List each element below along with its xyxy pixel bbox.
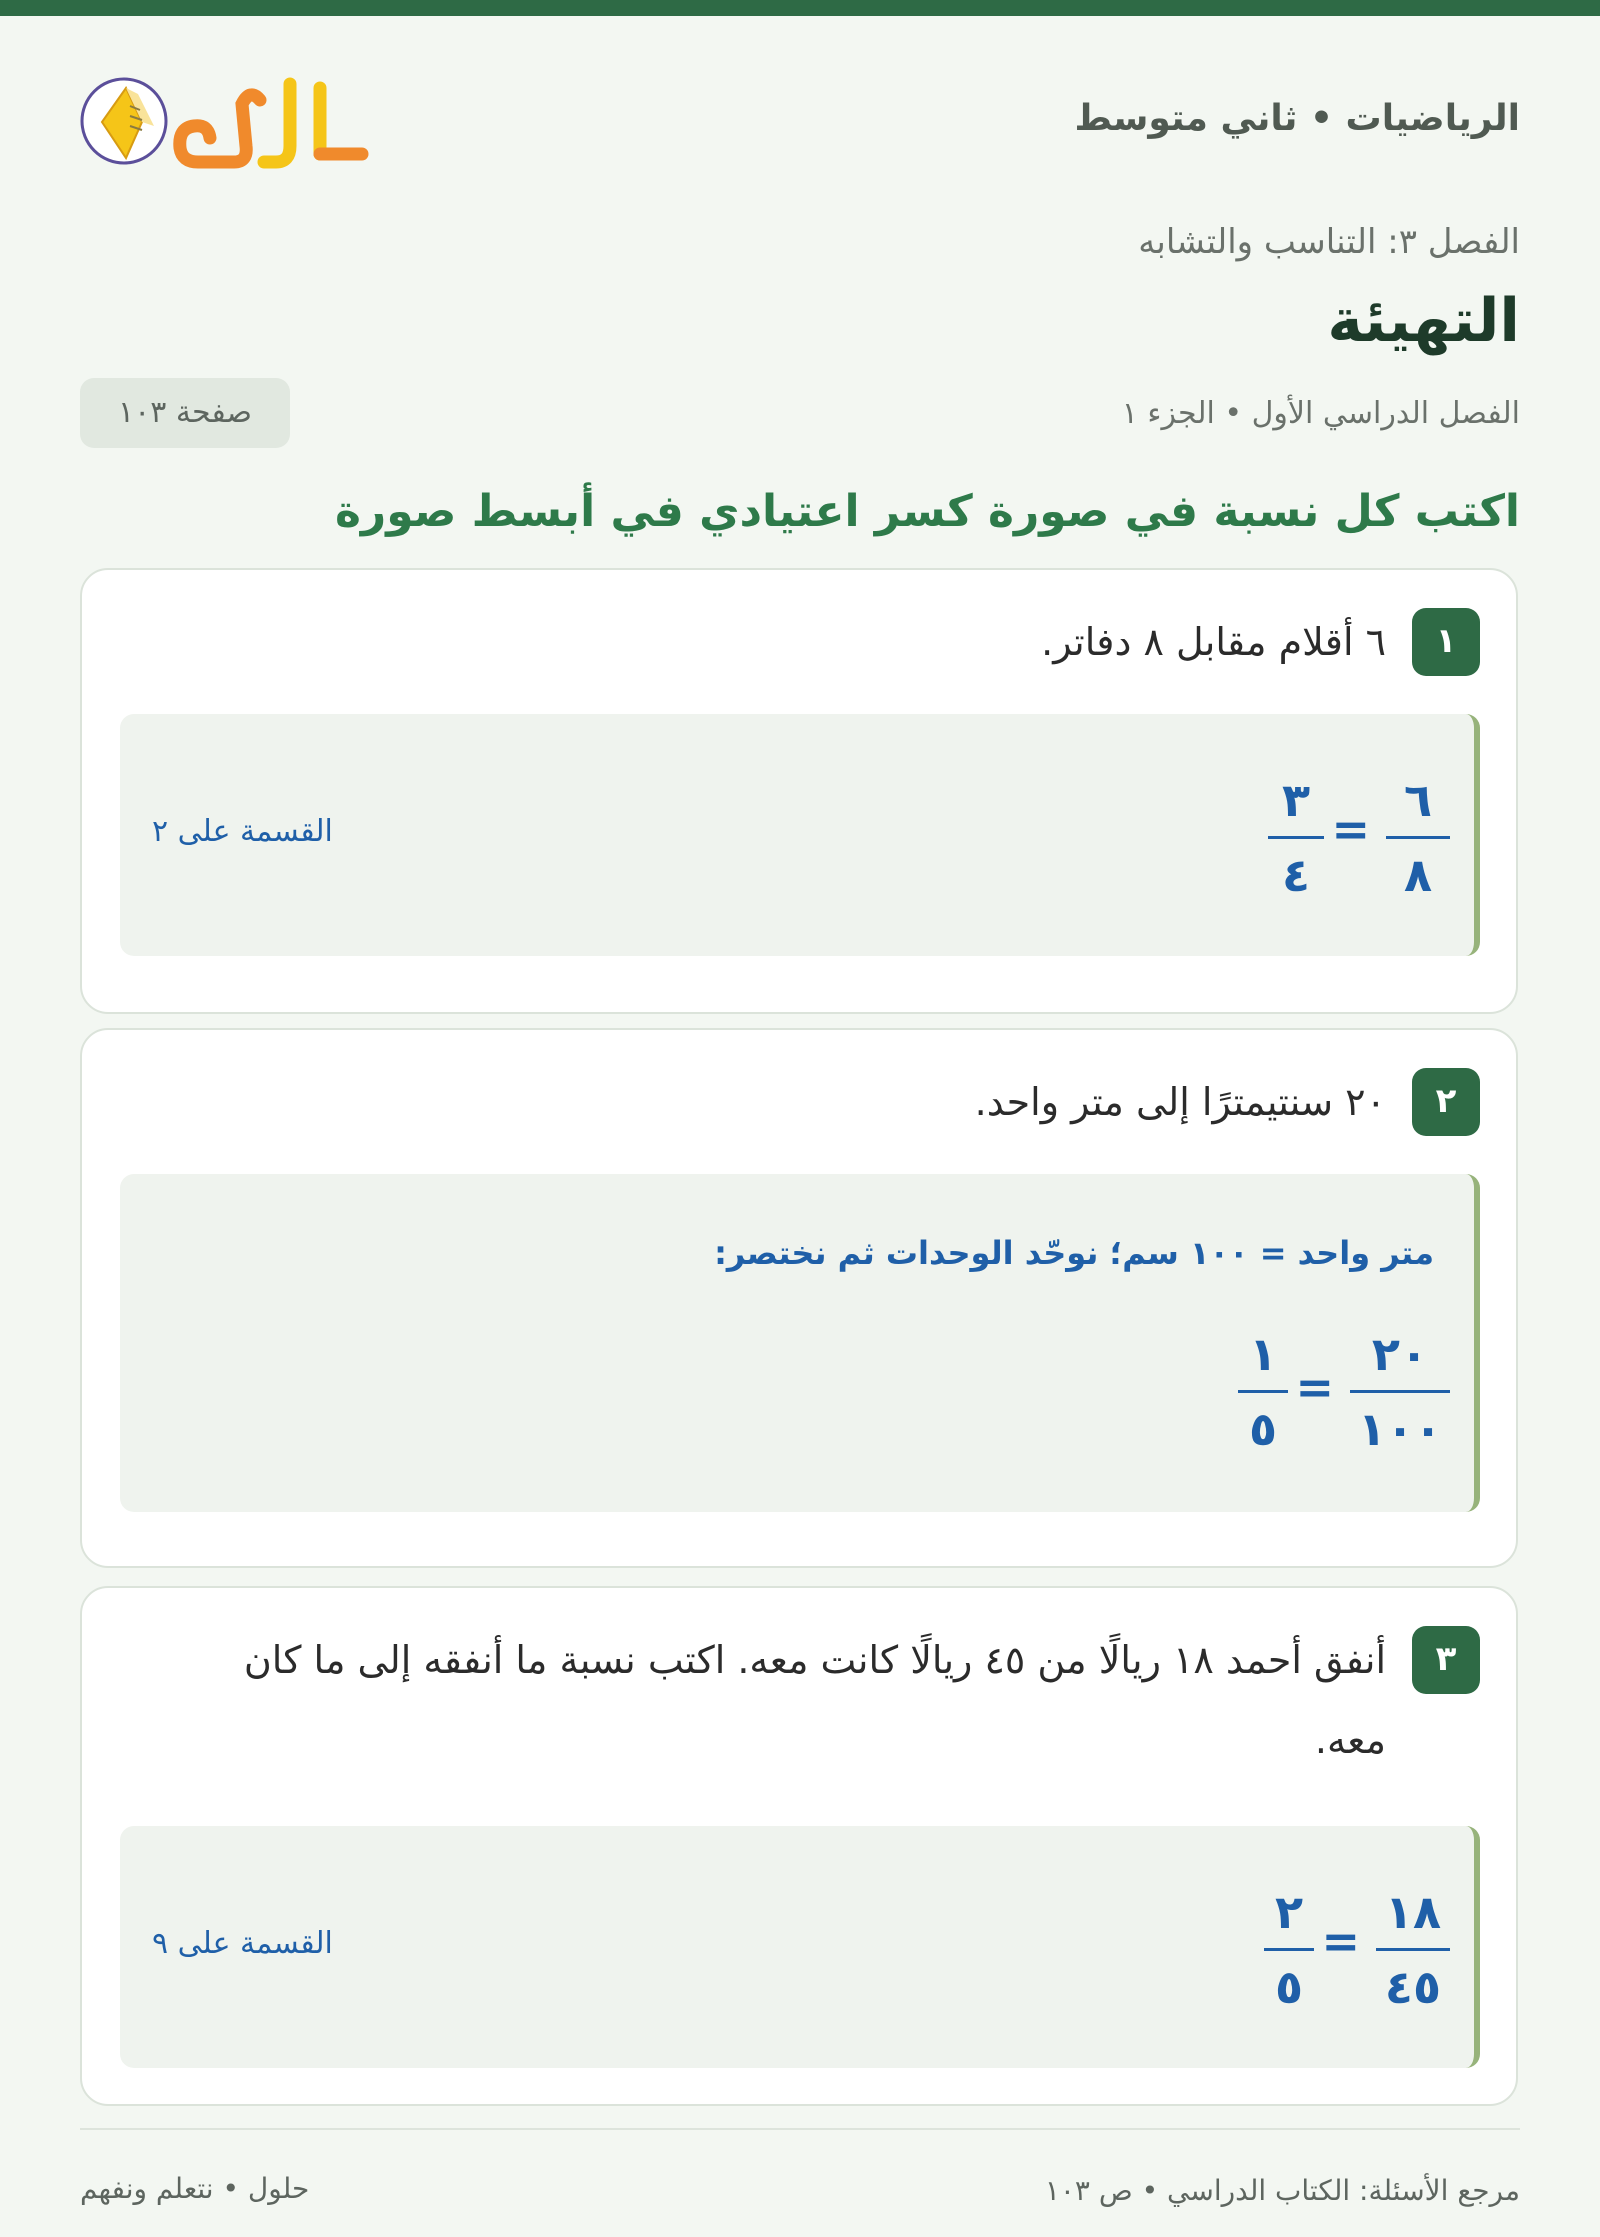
equals-sign: = — [1331, 802, 1370, 856]
question-text: ٦ أقلام مقابل ٨ دفاتر. — [1041, 620, 1386, 664]
fraction-denominator: ٥ — [1248, 1402, 1278, 1456]
fraction-original — [1386, 768, 1450, 907]
solution-note: القسمة على ٢ — [152, 814, 333, 849]
fraction-numerator: ١٨ — [1384, 1885, 1442, 1939]
question-text-line-2: معه. — [1314, 1718, 1386, 1762]
question-text-line-1: أنفق أحمد ١٨ ريالًا من ٤٥ ريالًا كانت معه. اكتب نسبة ما أنفقه إلى ما كان — [243, 1638, 1386, 1682]
hulul-logo[interactable] — [80, 66, 370, 176]
fraction-denominator: ٤ — [1281, 848, 1311, 902]
question-text: ٢٠ سنتيمترًا إلى متر واحد. — [974, 1080, 1386, 1124]
page-title: التهيئة — [1327, 286, 1520, 356]
question-card-3 — [80, 1586, 1518, 2106]
fraction-bar — [1238, 1390, 1288, 1393]
fraction-simplified — [1264, 1880, 1314, 2019]
fraction-simplified — [1238, 1322, 1288, 1461]
fraction-denominator: ٥ — [1274, 1960, 1304, 2014]
fraction-numerator: ٦ — [1403, 773, 1433, 827]
solution-box — [120, 1174, 1480, 1512]
footer-reference: مرجع الأسئلة: الكتاب الدراسي • ص ١٠٣ — [1044, 2174, 1520, 2207]
fraction-denominator: ٤٥ — [1384, 1960, 1442, 2014]
question-number-badge: ١ — [1412, 608, 1480, 676]
fraction-numerator: ٣ — [1281, 773, 1311, 827]
question-card-1 — [80, 568, 1518, 1014]
solution-note: القسمة على ٩ — [152, 1926, 333, 1961]
solution-box — [120, 714, 1480, 956]
question-number-badge: ٣ — [1412, 1626, 1480, 1694]
fraction-bar — [1268, 836, 1324, 839]
equals-sign: = — [1295, 1360, 1334, 1414]
page-content — [80, 16, 1520, 2207]
footer-brand: حلول • نتعلم ونفهم — [80, 2172, 310, 2205]
chapter-label: الفصل ٣: التناسب والتشابه — [1138, 222, 1520, 262]
solution-hint: متر واحد = ١٠٠ سم؛ نوحّد الوحدات ثم نختصر: — [714, 1234, 1434, 1272]
subject-label: الرياضيات • ثاني متوسط — [1074, 98, 1520, 139]
question-card-2 — [80, 1028, 1518, 1568]
fraction-bar — [1386, 836, 1450, 839]
fraction-numerator: ٢٠ — [1371, 1327, 1429, 1381]
fraction-bar — [1264, 1948, 1314, 1951]
fraction-bar — [1350, 1390, 1450, 1393]
fraction-denominator: ٨ — [1403, 848, 1433, 902]
equals-sign: = — [1321, 1914, 1360, 1968]
fraction-bar — [1376, 1948, 1450, 1951]
question-number-badge: ٢ — [1412, 1068, 1480, 1136]
fraction-original — [1376, 1880, 1450, 2019]
solution-box — [120, 1826, 1480, 2068]
fraction-original — [1350, 1322, 1450, 1461]
fraction-simplified — [1268, 768, 1324, 907]
page-number-badge: صفحة ١٠٣ — [80, 378, 290, 448]
semester-label: الفصل الدراسي الأول • الجزء ١ — [1121, 396, 1520, 431]
fraction-denominator: ١٠٠ — [1357, 1402, 1443, 1456]
exercise-instruction: اكتب كل نسبة في صورة كسر اعتيادي في أبسط صورة — [334, 486, 1520, 537]
top-accent-bar — [0, 0, 1600, 16]
fraction-numerator: ٢ — [1274, 1885, 1304, 1939]
footer-divider — [80, 2128, 1520, 2130]
page-header — [80, 16, 1520, 206]
fraction-numerator: ١ — [1248, 1327, 1278, 1381]
